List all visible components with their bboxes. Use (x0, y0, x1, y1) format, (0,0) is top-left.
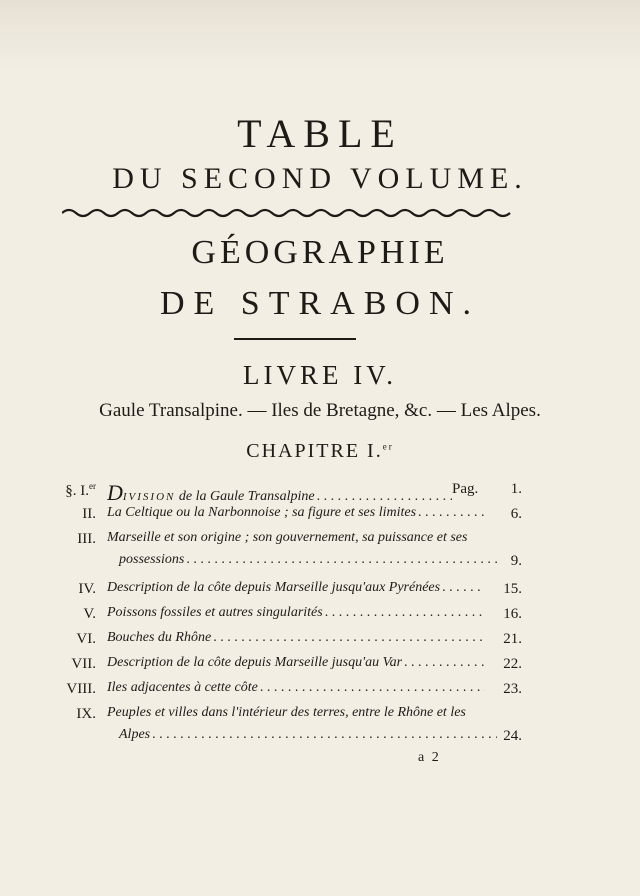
entry-title-continued: possessions . . . (107, 552, 497, 568)
divider-rule (234, 338, 356, 340)
entry-title: Poissons fossiles et autres singularités . . . (107, 605, 485, 621)
book-subtitle: Gaule Transalpine. — Iles de Bretagne, &c. — Les Alpes. (99, 400, 541, 421)
toc-entry (0, 603, 640, 627)
dot-leader (418, 505, 485, 521)
signature-mark: a 2 (418, 750, 441, 765)
entry-title: Marseille et son origine ; son gouvernement, sa puissance et ses (107, 530, 468, 545)
page-number: 24. (503, 728, 522, 744)
entry-title: Description de la côte depuis Marseille jusqu'au Var . . . (107, 655, 485, 671)
volume-heading: DU SECOND VOLUME. (112, 162, 528, 195)
entry-title: Peuples et villes dans l'intérieur des terres, entre le Rhône et les (107, 705, 466, 720)
section-number: V. (83, 606, 96, 622)
entry-title: Description de la côte depuis Marseille jusqu'aux Pyrénées . . . (107, 580, 485, 596)
dot-leader (213, 630, 485, 646)
toc-entry (0, 528, 640, 552)
page-number: 1. (510, 481, 522, 497)
toc-entry-continuation (0, 725, 640, 749)
dot-leader (404, 655, 485, 671)
page-number: 16. (503, 606, 522, 622)
ornamental-rule (62, 207, 516, 219)
section-number: III. (77, 531, 96, 547)
section-number: VIII. (66, 681, 96, 697)
chapter-heading: CHAPITRE I.$^{er}$ (246, 440, 394, 462)
page-number: 9. (510, 553, 522, 569)
pag-label: Pag. (452, 481, 479, 497)
dot-leader (152, 727, 497, 743)
entry-title: Bouches du Rhône . . . (107, 630, 485, 646)
toc-entry (0, 578, 640, 602)
toc-entry (0, 628, 640, 652)
page-number: 23. (503, 681, 522, 697)
toc-entry-continuation (0, 550, 640, 574)
section-number: IX. (76, 706, 96, 722)
section-number: VII. (71, 656, 96, 672)
geography-heading: GÉOGRAPHIE (191, 234, 449, 271)
section-number: II. (82, 506, 96, 522)
page-number: 6. (510, 506, 522, 522)
entry-title: La Celtique ou la Narbonnoise ; sa figure et ses limites . . . (107, 505, 485, 521)
dot-leader (325, 605, 485, 621)
toc-entry (0, 503, 640, 527)
page-number: 22. (503, 656, 522, 672)
section-number: IV. (78, 581, 96, 597)
section-number: §. I.$^{er}$ (65, 481, 96, 499)
toc-entry (0, 653, 640, 677)
author-heading: DE STRABON. (159, 285, 481, 322)
page-top-shadow (0, 0, 640, 70)
toc-entry (0, 478, 640, 505)
dot-leader (186, 552, 497, 568)
page-number: 15. (503, 581, 522, 597)
page-number: 21. (503, 631, 522, 647)
toc-entry (0, 703, 640, 727)
entry-title: Iles adjacentes à cette côte . . . (107, 680, 485, 696)
section-number: VI. (76, 631, 96, 647)
entry-title: DIVISION de la Gaule Transalpine . . . (107, 480, 452, 506)
toc-entry (0, 678, 640, 702)
dot-leader (260, 680, 485, 696)
table-heading: TABLE (237, 111, 403, 156)
book-heading: LIVRE IV. (243, 360, 397, 390)
entry-title-continued: Alpes . . . (107, 727, 497, 743)
